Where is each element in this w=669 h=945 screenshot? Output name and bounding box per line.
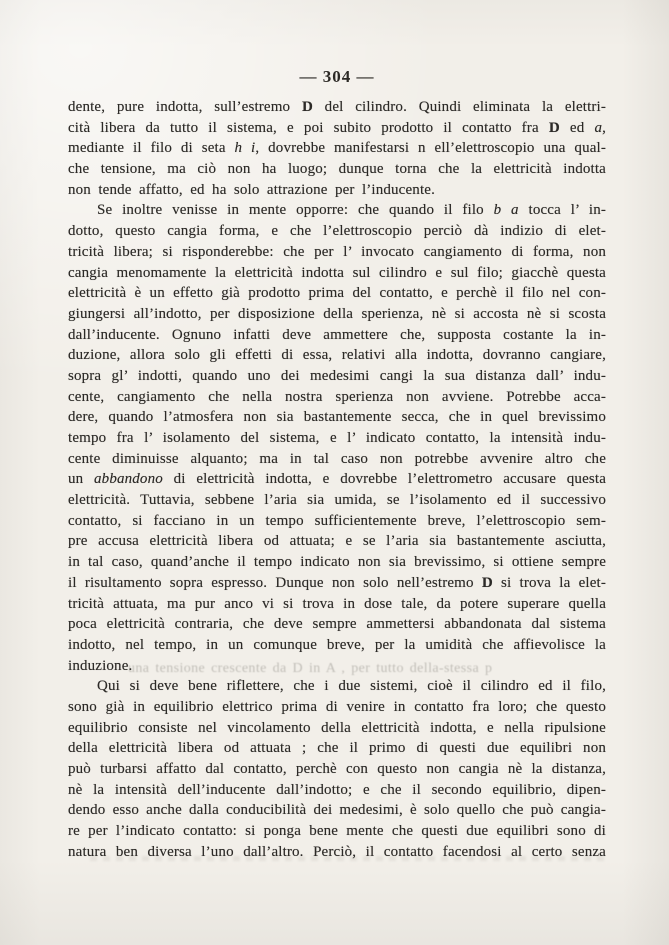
text-line: dall’inducente. Ognuno infatti deve ammettere che, supposta costante la in- [68,326,606,343]
text-line: non tende affatto, ed ha solo attrazione per l’inducente. [68,181,435,198]
text-line: cente, cangiamento che nella nostra sperienza non avviene. Potrebbe acca- [68,388,606,405]
text-line: elettricità è un effetto già prodotto prima del contatto, e perchè il filo nel con- [68,285,606,302]
text-line: pre accusa elettricità libera od attuata; e se l’aria sia bastantemente asciutta, [68,533,606,550]
text-line: cangia menomamente la elettricità indotta sul cilindro e sul filo; giacchè questa [68,264,606,281]
text-line: in tal caso, quand’anche il tempo indicato non sia brevissimo, si ottiene sempre [68,554,606,571]
text-line: re per l’indicato contatto: si ponga bene mente che questi due equilibri sono di [68,823,606,840]
text-line: Qui si deve bene riflettere, che i due sistemi, cioè il cilindro ed il filo, [97,678,606,695]
text-line: tricità attuata, ma pur anco vi si trova in dose tale, da potere superare quella [68,595,606,612]
text-line: poca elettricità contraria, che deve sempre ammettersi abbandonata dal sistema [68,616,606,633]
bleed-through-text: una tensione crescente da D in A , per tutto della-stessa p [128,661,493,676]
text-line: duzione, allora solo gli effetti di essa, relativi alla indotta, dovranno cangiare, [68,347,606,364]
text-line: tricità libera; si risponderebbe: che per l’ invocato cangiamento di forma, non [68,243,606,260]
text-line: dente, pure indotta, sull’estremo D del cilindro. Quindi eliminata la elettri- [68,99,606,115]
page-number: — 304 — [299,67,375,86]
text-line: nè la intensità dell’inducente dall’indotto; e che il secondo equilibrio, dipen- [68,781,606,798]
text-line: Se inoltre venisse in mente opporre: che quando il filo b a tocca l’ in- [97,202,606,219]
body-text [68,97,606,862]
text-line: sono già in equilibrio elettrico prima di venire in contatto fra loro; che questo [68,698,606,715]
text-line: della elettricità libera od attuata ; che il primo di questi due equilibri non [68,740,606,757]
text-line: contatto, si facciano in un tempo sufficientemente breve, l’elettroscopio sem- [68,512,606,529]
text-line: può turbarsi affatto dal contatto, perchè con questo non cangia nè la distanza, [68,761,606,777]
text-line: elettricità. Tuttavia, sebbene l’aria sia umida, se l’isolamento ed il successivo [68,492,606,509]
text-line: sopra gl’ indotti, quando uno dei medesimi cangi la sua distanza dall’ indu- [68,367,606,384]
text-line: equilibrio consiste nel vincolamento della elettricità indotta, e nella ripulsione [68,719,606,736]
text-line: che tensione, ma ciò non ha luogo; dunque torna che la elettricità indotta [68,161,606,178]
text-line: il risultamento sopra espresso. Dunque non solo nell’estremo D si trova la elet- [68,574,606,591]
text-line: natura ben diversa l’uno dall’altro. Perciò, il contatto facendosi al certo senza [68,843,606,860]
text-line: cente diminuisse alquanto; ma in tal caso non potrebbe avvenire altro che [68,450,606,467]
text-line: giungersi all’indotto, per disposizione della sperienza, nè si accosta nè si scosta [68,305,606,322]
text-line: induzione. [68,657,133,674]
text-line: indotto, nel tempo, in un comunque breve, per la umidità che affievolisce la [68,636,606,653]
text-line: tempo fra l’ isolamento del sistema, e l’ indicato contatto, la intensità indu- [68,430,606,446]
text-line: dere, quando l’atmosfera non sia bastantemente secca, che in quel brevissimo [68,409,606,426]
text-line: dotto, questo cangia forma, e che l’elettroscopio perciò dà indizio di elet- [68,223,606,240]
text-line: cità libera da tutto il sistema, e poi subito prodotto il contatto fra D ed a, [68,119,606,136]
text-line: un abbandono di elettricità indotta, e dovrebbe l’elettrometro accusare questa [68,471,606,488]
text-line: mediante il filo di seta h i, dovrebbe manifestarsi n ell’elettroscopio una qual- [68,140,606,157]
text-line: dendo esso anche dalla conducibilità dei medesimi, è solo quello che può cangia- [68,802,606,819]
